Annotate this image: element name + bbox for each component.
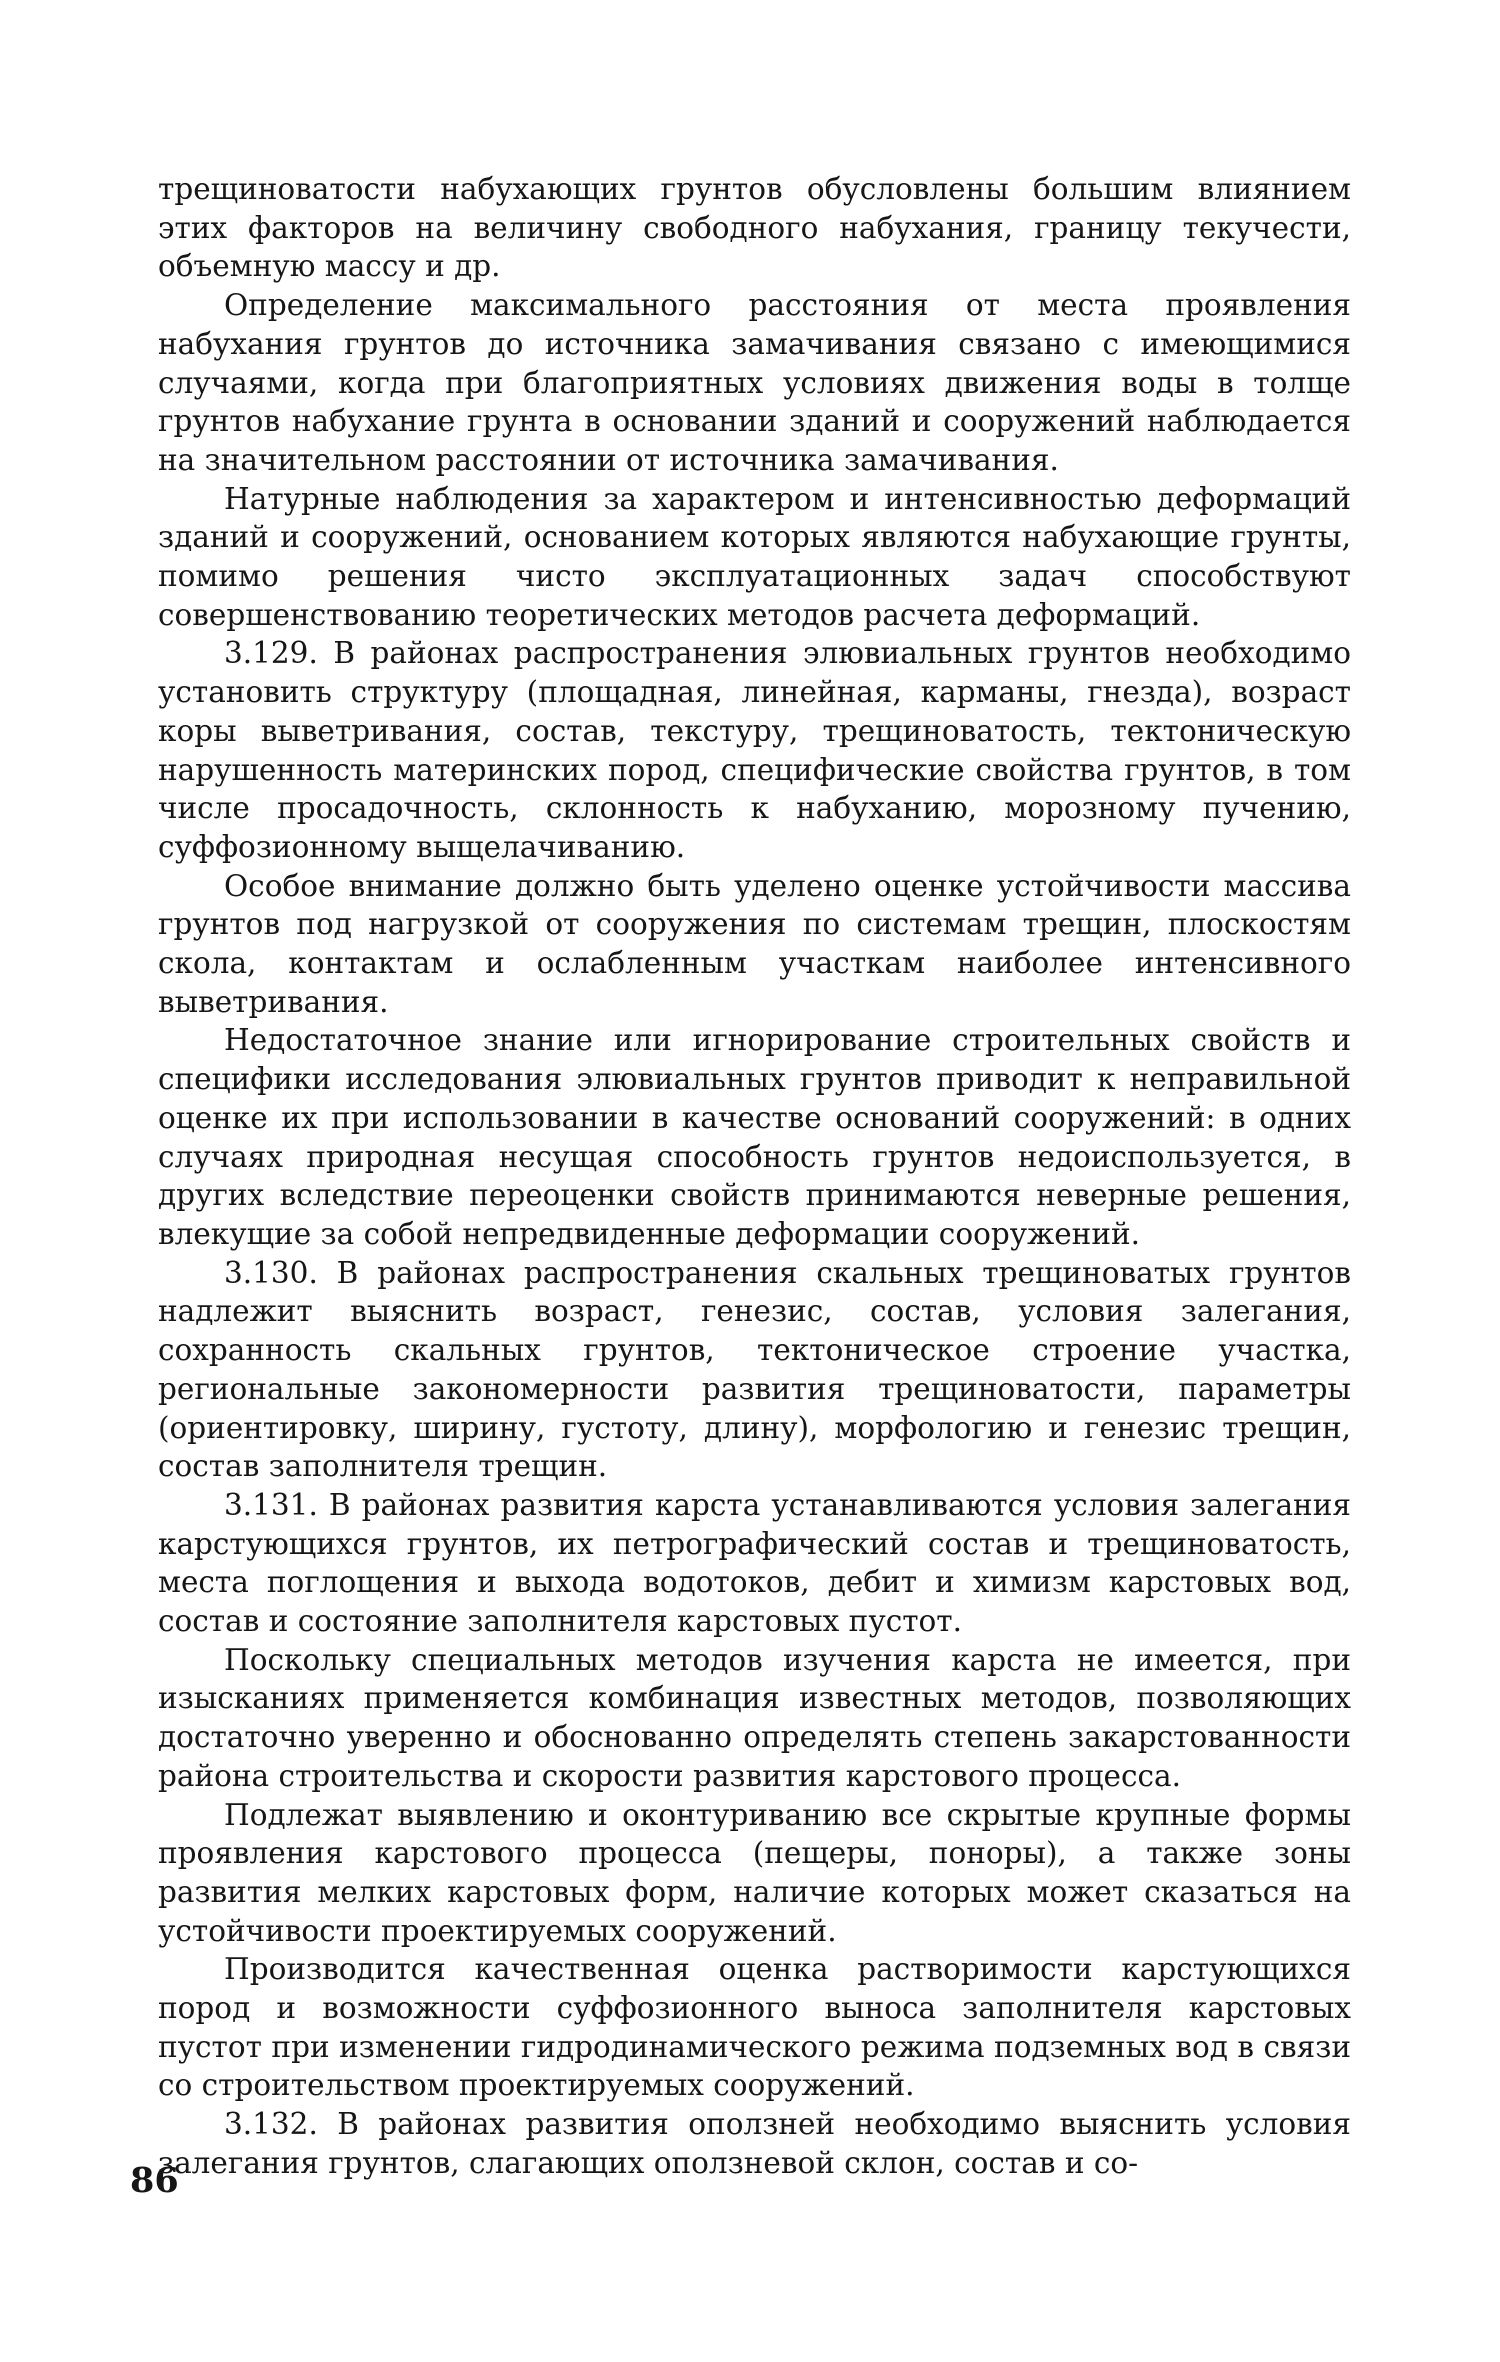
paragraph-continuation: трещиноватости набухающих грунтов обусловлены большим влиянием этих факторов на величину свободного набухания, границу текучести, объемную массу и др. <box>158 172 1351 284</box>
paragraph-solubility: Производится качественная оценка растворимости карстующихся пород и возможности суффозионного выноса заполнителя карстовых пустот при изменении гидродинамического режима подземных вод в связи со строительством проектируемых сооружений. <box>158 1952 1351 2103</box>
paragraph-karst-forms: Подлежат выявлению и оконтуриванию все скрытые крупные формы проявления карстового процесса (пещеры, поноры), а также зоны развития мелких карстовых форм, наличие которых может сказаться на устойчивости проектируемых сооружений. <box>158 1797 1351 1948</box>
body-text <box>158 170 1351 2183</box>
paragraph-3-129: 3.129. В районах распространения элювиальных грунтов необходимо установить структуру (площадная, линейная, карманы, гнезда), возраст коры выветривания, состав, текстуру, трещиноватость, тектоническую нарушенность материнских пород, специфические свойства грунтов, в том числе просадочность, склонность к набуханию, морозному пучению, суффозионному выщелачиванию. <box>158 636 1351 864</box>
paragraph-karst-methods: Поскольку специальных методов изучения карста не имеется, при изысканиях применяется комбинация известных методов, позволяющих достаточно уверенно и обоснованно определять степень закарстованности района строительства и скорости развития карстового процесса. <box>158 1642 1351 1793</box>
page-number: 86 <box>130 2160 179 2201</box>
paragraph-swelling-distance: Определение максимального расстояния от места проявления набухания грунтов до источника замачивания связано с имеющимися случаями, когда при благоприятных условиях движения воды в толще грунтов набухание грунта в основании зданий и сооружений наблюдается на значительном расстоянии от источника замачивания. <box>158 288 1351 477</box>
paragraph-3-132: 3.132. В районах развития оползней необходимо выяснить условия залегания грунтов, слагающих оползневой склон, состав и со- <box>158 2107 1351 2180</box>
paragraph-insufficient-knowledge: Недостаточное знание или игнорирование строительных свойств и специфики исследования элювиальных грунтов приводит к неправильной оценке их при использовании в качестве оснований сооружений: в одних случаях природная несущая способность грунтов недоиспользуется, в других вследствие переоценки свойств принимаются неверные решения, влекущие за собой непредвиденные деформации сооружений. <box>158 1023 1351 1251</box>
paragraph-stability: Особое внимание должно быть уделено оценке устойчивости массива грунтов под нагрузкой от сооружения по системам трещин, плоскостям скола, контактам и ослабленным участкам наиболее интенсивного выветривания. <box>158 868 1351 1019</box>
paragraph-field-observations: Натурные наблюдения за характером и интенсивностью деформаций зданий и сооружений, основанием которых являются набухающие грунты, помимо решения чисто эксплуатационных задач способствуют совершенствованию теоретических методов расчета деформаций. <box>158 481 1351 632</box>
paragraph-3-130: 3.130. В районах распространения скальных трещиноватых грунтов надлежит выяснить возраст, генезис, состав, условия залегания, сохранность скальных грунтов, тектоническое строение участка, региональные закономерности развития трещиноватости, параметры (ориентировку, ширину, густоту, длину), морфологию и генезис трещин, состав заполнителя трещин. <box>158 1255 1351 1484</box>
paragraph-3-131: 3.131. В районах развития карста устанавливаются условия залегания карстующихся грунтов, их петрографический состав и трещиноватость, места поглощения и выхода водотоков, дебит и химизм карстовых вод, состав и состояние заполнителя карстовых пустот. <box>158 1487 1351 1639</box>
